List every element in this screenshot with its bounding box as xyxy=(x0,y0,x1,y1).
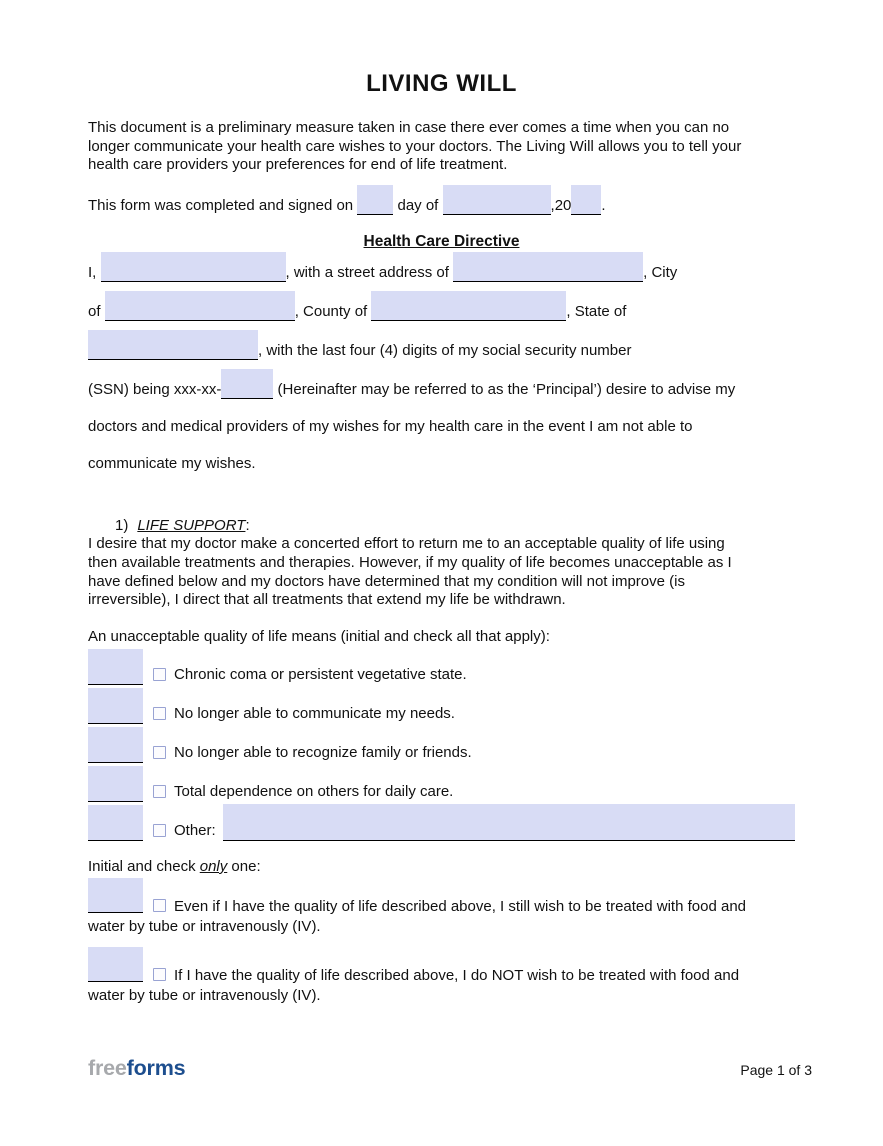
directive-text: (SSN) being xxx-xx- xyxy=(88,381,222,399)
directive-line xyxy=(88,252,795,291)
checklist-label: Total dependence on others for daily care. xyxy=(174,782,454,800)
quality-of-life-checklist xyxy=(88,646,795,841)
option-text-line: Even if I have the quality of life described above, I still wish to be treated with food and xyxy=(174,897,746,915)
page-footer xyxy=(88,1056,812,1081)
section-number: 1) xyxy=(115,517,129,535)
street-address-field[interactable] xyxy=(453,252,643,282)
county-field[interactable] xyxy=(371,291,566,321)
principal-name-field[interactable] xyxy=(101,252,286,282)
year-prefix-text: ,20 xyxy=(550,197,572,215)
checklist-label: No longer able to recognize family or friends. xyxy=(174,743,472,761)
intro-paragraph xyxy=(88,119,795,175)
intro-line: longer communicate your health care wishes to your doctors. The Living Will allows you to tell your xyxy=(88,137,742,155)
life-support-heading xyxy=(88,516,795,535)
initials-field[interactable] xyxy=(88,947,143,982)
prompt-text: Initial and check xyxy=(88,857,200,875)
directive-text: , County of xyxy=(294,303,368,321)
year-field[interactable] xyxy=(571,185,601,215)
health-care-directive-heading: Health Care Directive xyxy=(363,233,520,251)
directive-text: , State of xyxy=(566,303,627,321)
initials-field[interactable] xyxy=(88,688,143,724)
life-support-line: have defined below and my doctors have determined that my condition will not improve (is xyxy=(88,572,685,590)
directive-text: , City xyxy=(643,264,678,282)
prompt-text: one: xyxy=(227,857,261,875)
directive-text: , with the last four (4) digits of my social security number xyxy=(258,342,632,360)
signed-date-line xyxy=(88,185,795,215)
signed-prefix-text: This form was completed and signed on xyxy=(88,197,354,215)
checklist-row xyxy=(88,685,795,724)
checkbox[interactable] xyxy=(153,785,166,798)
logo-free-text: free xyxy=(88,1056,127,1080)
quality-of-life-prompt: An unacceptable quality of life means (initial and check all that apply): xyxy=(88,627,550,645)
checklist-label: No longer able to communicate my needs. xyxy=(174,704,455,722)
directive-text: of xyxy=(88,303,101,321)
page-title: LIVING WILL xyxy=(366,70,517,97)
directive-line xyxy=(88,291,795,330)
prompt-emphasis: only xyxy=(199,857,228,875)
life-support-line: I desire that my doctor make a concerted effort to return me to an acceptable quality of life using xyxy=(88,535,725,553)
feeding-option-row xyxy=(88,878,795,937)
ssn-last4-field[interactable] xyxy=(221,369,273,399)
checklist-label: Other: xyxy=(174,821,216,839)
checkbox[interactable] xyxy=(153,824,166,837)
checklist-label: Chronic coma or persistent vegetative state. xyxy=(174,665,467,683)
page-number: Page 1 of 3 xyxy=(740,1062,812,1078)
period-text: . xyxy=(601,197,606,215)
intro-line: health care providers your preferences for end of life treatment. xyxy=(88,156,508,174)
directive-line: communicate my wishes. xyxy=(88,455,256,473)
checkbox[interactable] xyxy=(153,899,166,912)
initial-check-only-one-prompt xyxy=(88,857,795,876)
freeforms-logo xyxy=(88,1056,185,1081)
month-field[interactable] xyxy=(443,185,551,215)
directive-paragraph xyxy=(88,252,795,482)
checkbox[interactable] xyxy=(153,746,166,759)
option-text-line: water by tube or intravenously (IV). xyxy=(88,917,321,935)
checkbox[interactable] xyxy=(153,668,166,681)
other-text-field[interactable] xyxy=(223,804,795,841)
directive-line xyxy=(88,369,795,408)
heading-colon: : xyxy=(245,517,250,535)
intro-line: This document is a preliminary measure taken in case there ever comes a time when you can no xyxy=(88,119,730,136)
directive-text: , with a street address of xyxy=(285,264,449,282)
feeding-option-row xyxy=(88,947,795,1006)
checklist-row-other xyxy=(88,802,795,841)
directive-text: (Hereinafter may be referred to as the ‘Principal’) desire to advise my xyxy=(277,381,736,399)
day-of-text: day of xyxy=(397,197,439,215)
life-support-heading-text: LIFE SUPPORT xyxy=(137,517,246,535)
checklist-row xyxy=(88,763,795,802)
checkbox[interactable] xyxy=(153,707,166,720)
initials-field[interactable] xyxy=(88,649,143,685)
checklist-row xyxy=(88,724,795,763)
option-text-line: If I have the quality of life described above, I do NOT wish to be treated with food and xyxy=(174,966,740,984)
initials-field[interactable] xyxy=(88,878,143,913)
city-field[interactable] xyxy=(105,291,295,321)
initials-field[interactable] xyxy=(88,805,143,841)
life-support-line: then available treatments and therapies. However, if my quality of life becomes unacceptable as I xyxy=(88,553,732,571)
directive-line xyxy=(88,330,795,369)
day-field[interactable] xyxy=(357,185,393,215)
directive-line: doctors and medical providers of my wishes for my health care in the event I am not able to xyxy=(88,418,693,436)
option-text-line: water by tube or intravenously (IV). xyxy=(88,986,321,1004)
logo-forms-text: forms xyxy=(126,1056,186,1080)
state-field[interactable] xyxy=(88,330,258,360)
directive-text: I, xyxy=(88,264,97,282)
life-support-line: irreversible), I direct that all treatments that extend my life be withdrawn. xyxy=(88,591,566,609)
checklist-row xyxy=(88,646,795,685)
life-support-paragraph xyxy=(88,535,795,610)
initials-field[interactable] xyxy=(88,727,143,763)
checkbox[interactable] xyxy=(153,968,166,981)
initials-field[interactable] xyxy=(88,766,143,802)
